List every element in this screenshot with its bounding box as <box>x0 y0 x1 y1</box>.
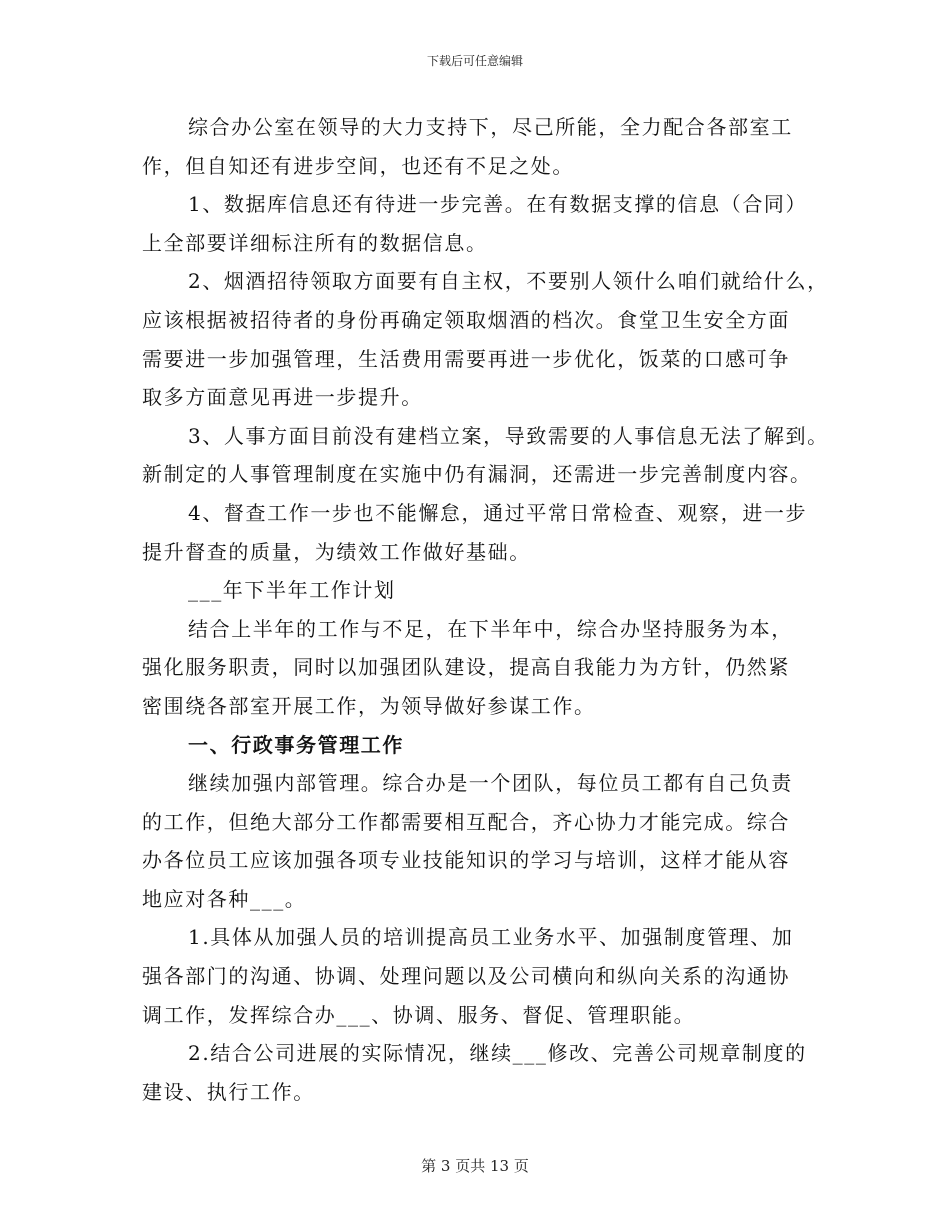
paragraph-line: 综合办公室在领导的大力支持下，尽己所能，全力配合各部室工 <box>188 115 793 139</box>
paragraph-line: 2.结合公司进展的实际情况，继续___修改、完善公司规章制度的 <box>188 1041 807 1066</box>
paragraph-line: 的工作，但绝大部分工作都需要相互配合，齐心协力才能完成。综合 <box>142 809 790 834</box>
paragraph-line: 提升督查的质量，为绩效工作做好基础。 <box>142 539 531 564</box>
paragraph-line: 3、人事方面目前没有建档立案，导致需要的人事信息无法了解到。 <box>188 423 829 448</box>
section-title: ___年下半年工作计划 <box>188 578 396 603</box>
paragraph-line: 需要进一步加强管理，生活费用需要再进一步优化，饭菜的口感可争 <box>142 346 790 371</box>
paragraph-line: 建设、执行工作。 <box>142 1079 315 1104</box>
paragraph-line: 取多方面意见再进一步提升。 <box>142 385 423 410</box>
paragraph-line: 1、数据库信息还有待进一步完善。在有数据支撑的信息（合同） <box>188 192 808 217</box>
paragraph-line: 新制定的人事管理制度在实施中仍有漏洞，还需进一步完善制度内容。 <box>142 462 812 487</box>
paragraph-line: 密围绕各部室开展工作，为领导做好参谋工作。 <box>142 693 596 718</box>
paragraph-line: 4、督查工作一步也不能懈怠，通过平常日常检查、观察，进一步 <box>188 500 808 525</box>
paragraph-line: 继续加强内部管理。综合办是一个团队，每位员工都有自己负责 <box>188 771 793 796</box>
page-header: 下载后可任意编辑 <box>426 54 523 68</box>
page-number: 第 3 页共 13 页 <box>421 1157 529 1175</box>
paragraph-line: 结合上半年的工作与不足，在下半年中，综合办坚持服务为本， <box>188 616 793 641</box>
document-body <box>142 108 829 1111</box>
paragraph-line: 强各部门的沟通、协调、处理问题以及公司横向和纵向关系的沟通协 <box>142 964 790 989</box>
section-heading: 一、行政事务管理工作 <box>188 732 404 757</box>
paragraph-line: 上全部要详细标注所有的数据信息。 <box>142 230 488 255</box>
paragraph-line: 应该根据被招待者的身份再确定领取烟酒的档次。食堂卫生安全方面 <box>142 307 790 332</box>
paragraph-line: 2、烟酒招待领取方面要有自主权，不要别人领什么咱们就给什么， <box>188 269 829 294</box>
paragraph-line: 1.具体从加强人员的培训提高员工业务水平、加强制度管理、加 <box>188 925 794 950</box>
paragraph-line: 作，但自知还有进步空间，也还有不足之处。 <box>142 153 574 178</box>
paragraph-line: 调工作，发挥综合办___、协调、服务、督促、管理职能。 <box>142 1002 696 1027</box>
paragraph-line: 强化服务职责，同时以加强团队建设，提高自我能力为方针，仍然紧 <box>142 655 790 680</box>
paragraph-line: 办各位员工应该加强各项专业技能知识的学习与培训，这样才能从容 <box>142 848 790 873</box>
paragraph-line: 地应对各种___。 <box>142 886 307 911</box>
